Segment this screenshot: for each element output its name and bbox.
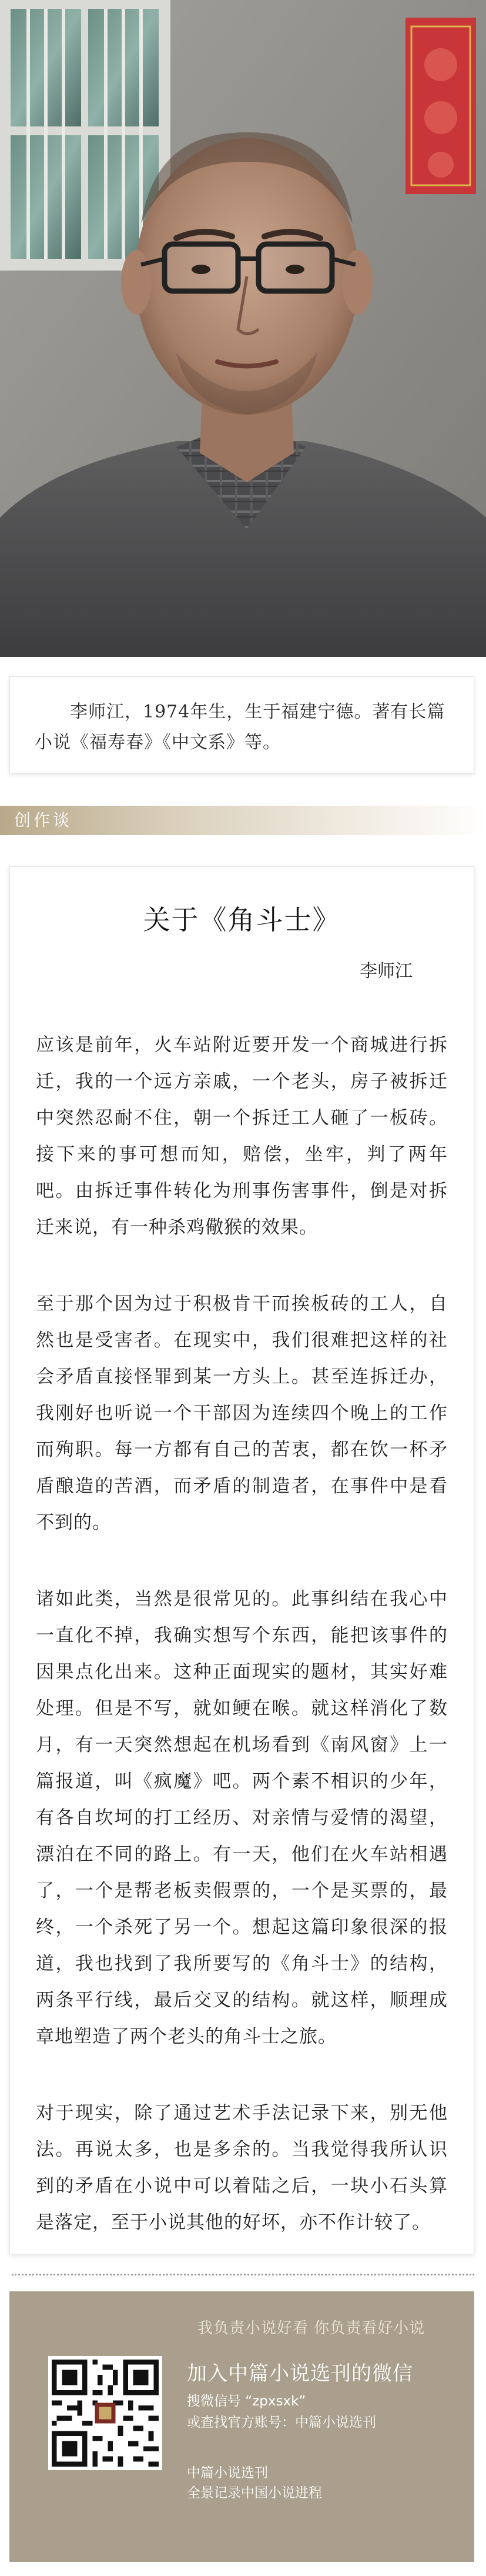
essay-title: 关于《角斗士》 — [143, 904, 341, 936]
author-bio-text: 李师江，1974年生，生于福建宁德。著有长篇小说《福寿春》《中文系》等。 — [35, 702, 445, 753]
promo-search-hint: 或查找官方账号：中篇小说选刊 — [187, 2415, 376, 2430]
qr-code-icon[interactable] — [48, 2356, 162, 2470]
dotted-divider — [12, 2274, 474, 2275]
essay-paragraph: 应该是前年，火车站附近要开发一个商城进行拆迁，我的一个远方亲戚，一个老头，房子被拆迁中突然忍耐不住，朝一个拆迁工人砸了一板砖。接下来的事可想而知，赔偿，坐牢，判了两年吧。由拆迁事件转化为刑事伤害事件，倒是对拆迁来说，有一种杀鸡儆猴的效果。 — [36, 1035, 448, 1238]
essay-author: 李师江 — [360, 961, 413, 982]
essay-card — [9, 866, 474, 2254]
essay-paragraph: 对于现实，除了通过艺术手法记录下来，别无他法。再说太多，也是多余的。当我觉得我所认识到的矛盾在小说中可以着陆之后，一块小石头算是落定，至于小说其他的好坏，亦不作计较了。 — [36, 2103, 448, 2233]
promo-brand: 中篇小说选刊 — [187, 2465, 268, 2481]
essay-paragraph: 诸如此类，当然是很常见的。此事纠结在我心中一直化不掉，我确实想写个东西，能把该事件的因果点化出来。这种正面现实的题材，其实好难处理。但是不写，就如鲠在喉。就这样消化了数月，有一天突然想起在机场看到《南风窗》上一篇报道，叫《疯魔》吧。两个素不相识的少年，有各自坎坷的打工经历、对亲情与爱情的渴望，漂泊在不同的路上。有一天，他们在火车站相遇了，一个是帮老板卖假票的，一个是买票的，最终，一个杀死了另一个。想起这篇印象很深的报道，我也找到了我所要写的《角斗士》的结构，两条平行线，最后交叉的结构。就这样，顺理成章地塑造了两个老头的角斗士之旅。 — [36, 1589, 448, 2047]
promo-wechat-id: 搜微信号 “zpxsxk” — [187, 2394, 306, 2409]
promo-slogan: 我负责小说好看 你负责看好小说 — [197, 2320, 425, 2337]
wechat-promo-banner — [9, 2291, 474, 2562]
essay-body — [36, 1027, 448, 2241]
promo-tagline: 全景记录中国小说进程 — [187, 2485, 322, 2501]
author-portrait-photo — [0, 0, 486, 657]
section-label-text: 创作谈 — [14, 810, 73, 830]
author-bio-card — [9, 676, 474, 773]
author-portrait — [0, 0, 486, 657]
promo-headline: 加入中篇小说选刊的微信 — [187, 2362, 413, 2385]
essay-paragraph: 至于那个因为过于积极肯干而挨板砖的工人，自然也是受害者。在现实中，我们很难把这样的社会矛盾直接怪罪到某一方头上。甚至连拆迁办，我刚好也听说一个干部因为连续四个晚上的工作而殉职。每一方都有自己的苦衷，都在饮一杯矛盾酿造的苦酒，而矛盾的制造者，在事件中是看不到的。 — [36, 1293, 448, 1533]
section-label — [0, 806, 486, 835]
